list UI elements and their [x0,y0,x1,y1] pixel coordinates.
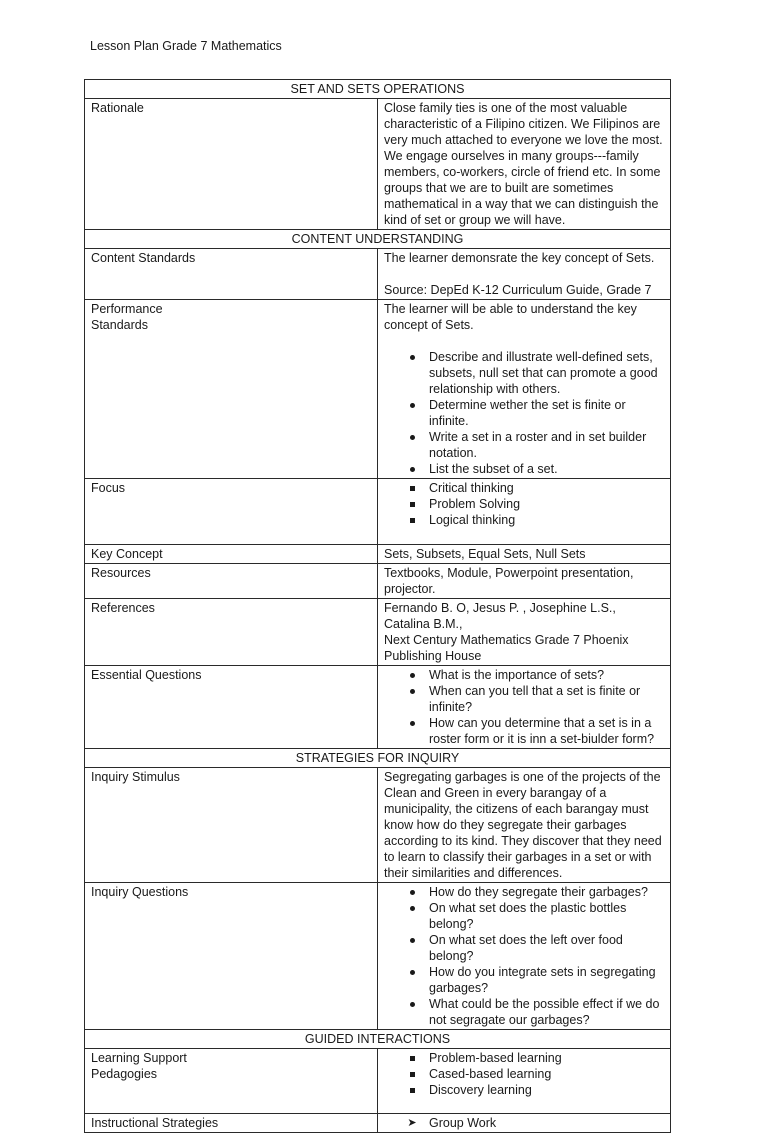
essential-questions-list [384,667,664,747]
section-row [85,230,671,249]
label-line: Learning Support [91,1051,187,1065]
list-item: Critical thinking [384,480,664,496]
list-item: Discovery learning [384,1082,664,1098]
instructional-strategies-list [384,1115,664,1131]
inquiry-questions-list [384,884,664,1028]
performance-list [384,349,664,477]
inquiry-stimulus-cell [378,768,671,883]
learning-support-list [384,1050,664,1098]
list-item: What is the importance of sets? [384,667,664,683]
list-item: ➤ Group Work [384,1115,664,1131]
row-label [85,1049,378,1114]
content-standards-cell [378,249,671,300]
content-standards-source: Source: DepEd K-12 Curriculum Guide, Grade 7 [384,283,652,297]
row-label: References [85,599,378,666]
performance-standards-row [85,300,671,479]
rationale-paragraph: Close family ties is one of the most valuable characteristic of a Filipino citizen. We Filipinos are very much attached to everyone we love the most. We engage ourselves in many groups---family members, co-workers, circle of friend etc. In some groups that we are to built are sometimes mathematical in a way that we can distinguish the kind of set or group we will have. [384,101,663,227]
list-item: Problem Solving [384,496,664,512]
key-concept-text: Sets, Subsets, Equal Sets, Null Sets [378,545,671,564]
bullet-square-icon [405,1082,419,1098]
section-row [85,749,671,768]
list-item: On what set does the left over food belong? [384,932,664,964]
section-title: SET AND SETS OPERATIONS [85,80,671,99]
bullet-dot-icon [405,461,419,477]
label-line: Performance [91,302,163,316]
row-label: Key Concept [85,545,378,564]
bullet-dot-icon [405,683,419,699]
bullet-square-icon [405,480,419,496]
content-standards-row [85,249,671,300]
list-item: What could be the possible effect if we do not segragate our garbages? [384,996,664,1028]
row-label: Rationale [85,99,378,230]
list-item: Cased-based learning [384,1066,664,1082]
inquiry-questions-row [85,883,671,1030]
bullet-square-icon [405,496,419,512]
learning-support-cell [378,1049,671,1114]
row-label: Resources [85,564,378,599]
bullet-dot-icon [405,715,419,731]
label-line: Pedagogies [91,1067,158,1081]
content-standards-text: The learner demonsrate the key concept of Sets. [384,251,655,265]
list-item: Logical thinking [384,512,664,528]
bullet-dot-icon [405,667,419,683]
row-label [85,300,378,479]
list-item: Write a set in a roster and in set builder notation. [384,429,664,461]
bullet-square-icon [405,512,419,528]
focus-row [85,479,671,545]
instructional-strategies-row [85,1114,671,1133]
section-title: STRATEGIES FOR INQUIRY [85,749,671,768]
section-title: CONTENT UNDERSTANDING [85,230,671,249]
row-label: Essential Questions [85,666,378,749]
row-label: Focus [85,479,378,545]
essential-questions-cell [378,666,671,749]
key-concept-row [85,545,671,564]
resources-row [85,564,671,599]
row-label: Instructional Strategies [85,1114,378,1133]
list-item: Describe and illustrate well-defined sets, subsets, null set that can promote a good relationship with others. [384,349,664,397]
list-item: Problem-based learning [384,1050,664,1066]
section-row [85,80,671,99]
bullet-dot-icon [405,900,419,916]
inquiry-questions-cell [378,883,671,1030]
focus-cell [378,479,671,545]
resources-text: Textbooks, Module, Powerpoint presentation, projector. [378,564,671,599]
arrow-bullet-icon: ➤ [407,1117,417,1129]
list-item: How can you determine that a set is in a roster form or it is inn a set-biulder form? [384,715,664,747]
list-item: On what set does the plastic bottles belong? [384,900,664,932]
bullet-dot-icon [405,996,419,1012]
section-title: GUIDED INTERACTIONS [85,1030,671,1049]
bullet-square-icon [405,1066,419,1082]
focus-list [384,480,664,528]
list-item: How do they segregate their garbages? [384,884,664,900]
label-line: Standards [91,318,148,332]
references-cell [378,599,671,666]
bullet-dot-icon [405,349,419,365]
bullet-dot-icon [405,429,419,445]
inquiry-stimulus-text: Segregating garbages is one of the projects of the Clean and Green in every barangay of a municipality, the citizens of each barangay must know how do they segregate their garbages according to its kind. They discover that they need to learn to classify their garbages in a set or with their similarities and differences. [384,770,662,880]
lesson-plan-table [84,79,671,1133]
performance-intro: The learner will be able to understand the key concept of Sets. [384,302,637,332]
learning-support-row [85,1049,671,1114]
references-row [85,599,671,666]
reference-line: Fernando B. O, Jesus P. , Josephine L.S., Catalina B.M., [384,601,616,631]
bullet-dot-icon [405,397,419,413]
row-label: Inquiry Questions [85,883,378,1030]
rationale-text [378,99,671,230]
section-row [85,1030,671,1049]
list-item: When can you tell that a set is finite or infinite? [384,683,664,715]
bullet-dot-icon [405,884,419,900]
inquiry-stimulus-row [85,768,671,883]
bullet-square-icon [405,1050,419,1066]
row-label: Inquiry Stimulus [85,768,378,883]
bullet-dot-icon [405,964,419,980]
bullet-dot-icon [405,932,419,948]
list-item: List the subset of a set. [384,461,664,477]
rationale-row [85,99,671,230]
performance-standards-cell [378,300,671,479]
instructional-strategies-cell [378,1114,671,1133]
list-item: How do you integrate sets in segregating garbages? [384,964,664,996]
reference-line: Next Century Mathematics Grade 7 Phoenix Publishing House [384,633,629,663]
essential-questions-row [85,666,671,749]
list-item: Determine wether the set is finite or infinite. [384,397,664,429]
document-header: Lesson Plan Grade 7 Mathematics [90,39,282,53]
row-label: Content Standards [85,249,378,300]
